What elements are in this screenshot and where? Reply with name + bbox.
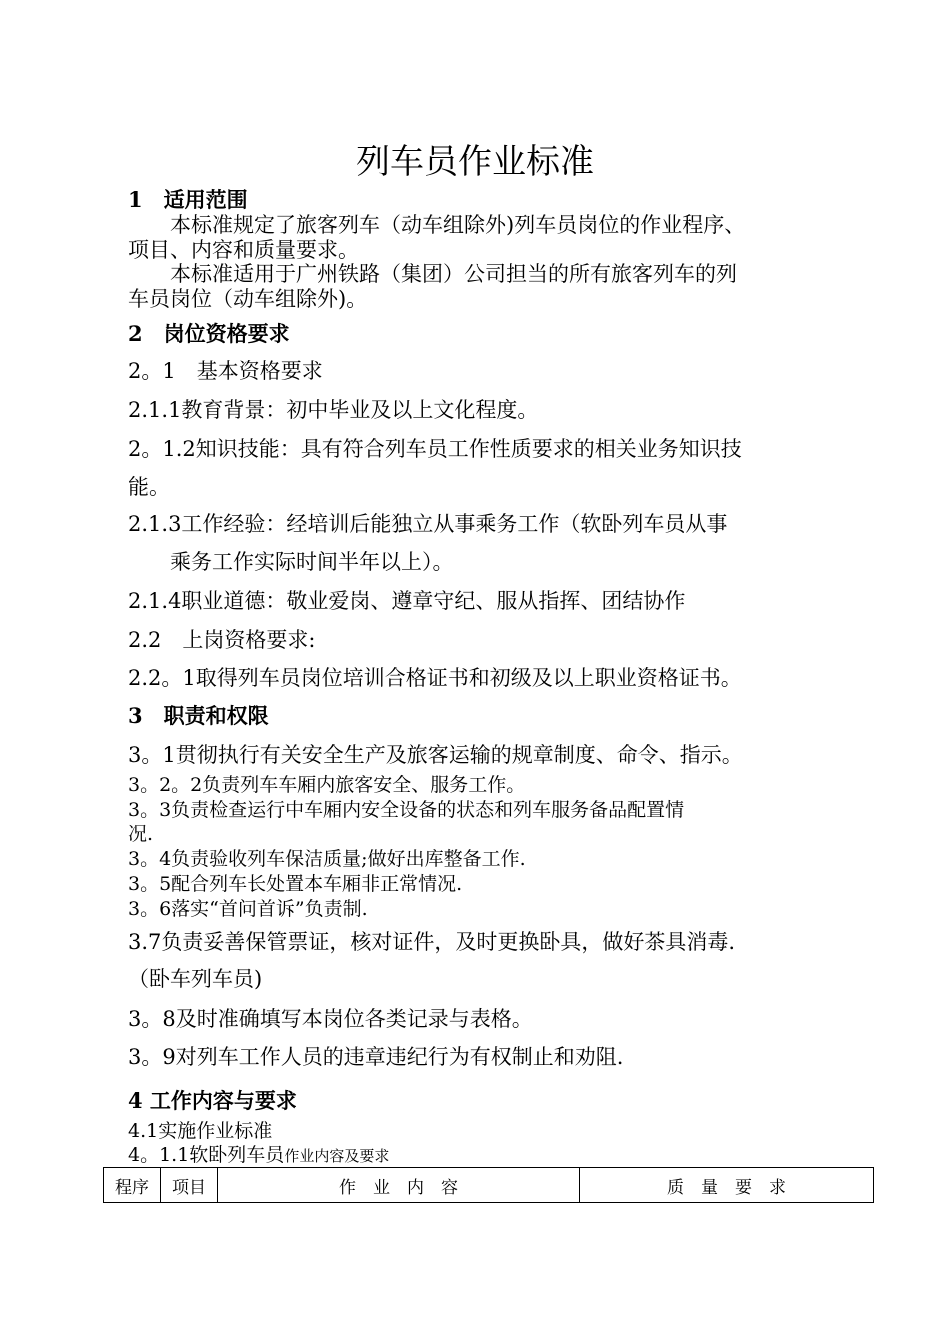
paragraph-line: 能。 (128, 475, 170, 499)
paragraph-line: 2.1.4职业道德：敬业爱岗、遵章守纪、服从指挥、团结协作 (128, 589, 686, 613)
paragraph-line: 2.1.1教育背景：初中毕业及以上文化程度。 (128, 398, 539, 422)
paragraph-line: 况. (128, 823, 154, 845)
paragraph-line: 3。9对列车工作人员的违章违纪行为有权制止和劝阻. (128, 1045, 624, 1069)
paragraph-line: 3。3负责检查运行中车厢内安全设备的状态和列车服务备品配置情 (128, 799, 685, 821)
paragraph-line: （卧车列车员) (128, 967, 263, 991)
column-header-quality-requirement: 质 量 要 求 (580, 1168, 874, 1203)
section-heading-2: 2 岗位资格要求 (128, 321, 290, 346)
section-heading-1: 1 适用范围 (128, 187, 248, 212)
work-standard-table-header (103, 1167, 874, 1203)
section-heading-3: 3 职责和权限 (128, 703, 269, 728)
paragraph-line: 2。1 基本资格要求 (128, 359, 323, 383)
paragraph-line: 2.1.3工作经验：经培训后能独立从事乘务工作（软卧列车员从事 (128, 512, 728, 536)
document-title: 列车员作业标准 (356, 142, 594, 182)
paragraph-line: 3。8及时准确填写本岗位各类记录与表格。 (128, 1007, 533, 1031)
paragraph-line: 车员岗位（动车组除外)。 (128, 287, 368, 311)
paragraph-line: 3。6落实“首问首诉”负责制. (128, 898, 368, 920)
paragraph-line (128, 1141, 389, 1170)
paragraph-line: 3。4负责验收列车保洁质量;做好出库整备工作. (128, 848, 526, 870)
paragraph-line: 3。5配合列车长处置本车厢非正常情况. (128, 873, 463, 895)
paragraph-line: 4.1实施作业标准 (128, 1120, 273, 1142)
paragraph-line: 项目、内容和质量要求。 (128, 238, 359, 262)
paragraph-line: 本标准适用于广州铁路（集团）公司担当的所有旅客列车的列 (128, 262, 737, 286)
subsection-label: 4。1.1软卧列车员 (128, 1144, 285, 1166)
paragraph-line: 2.2 上岗资格要求: (128, 628, 316, 652)
column-header-procedure: 程序 (104, 1168, 161, 1203)
paragraph-line: 3.7负责妥善保管票证，核对证件，及时更换卧具，做好茶具消毒. (128, 930, 736, 954)
column-header-item: 项目 (161, 1168, 218, 1203)
paragraph-line: 本标准规定了旅客列车（动车组除外)列车员岗位的作业程序、 (128, 213, 746, 237)
paragraph-line: 3。2。2负责列车车厢内旅客安全、服务工作。 (128, 774, 526, 796)
section-heading-4: 4 工作内容与要求 (128, 1088, 297, 1113)
paragraph-line: 乘务工作实际时间半年以上）。 (128, 550, 454, 574)
column-header-work-content: 作 业 内 容 (218, 1168, 580, 1203)
paragraph-line: 2。1.2知识技能：具有符合列车员工作性质要求的相关业务知识技 (128, 437, 742, 461)
subsection-suffix: 作业内容及要求 (284, 1147, 390, 1165)
paragraph-line: 3。1贯彻执行有关安全生产及旅客运输的规章制度、命令、指示。 (128, 743, 743, 767)
paragraph-line: 2.2。1取得列车员岗位培训合格证书和初级及以上职业资格证书。 (128, 666, 742, 690)
